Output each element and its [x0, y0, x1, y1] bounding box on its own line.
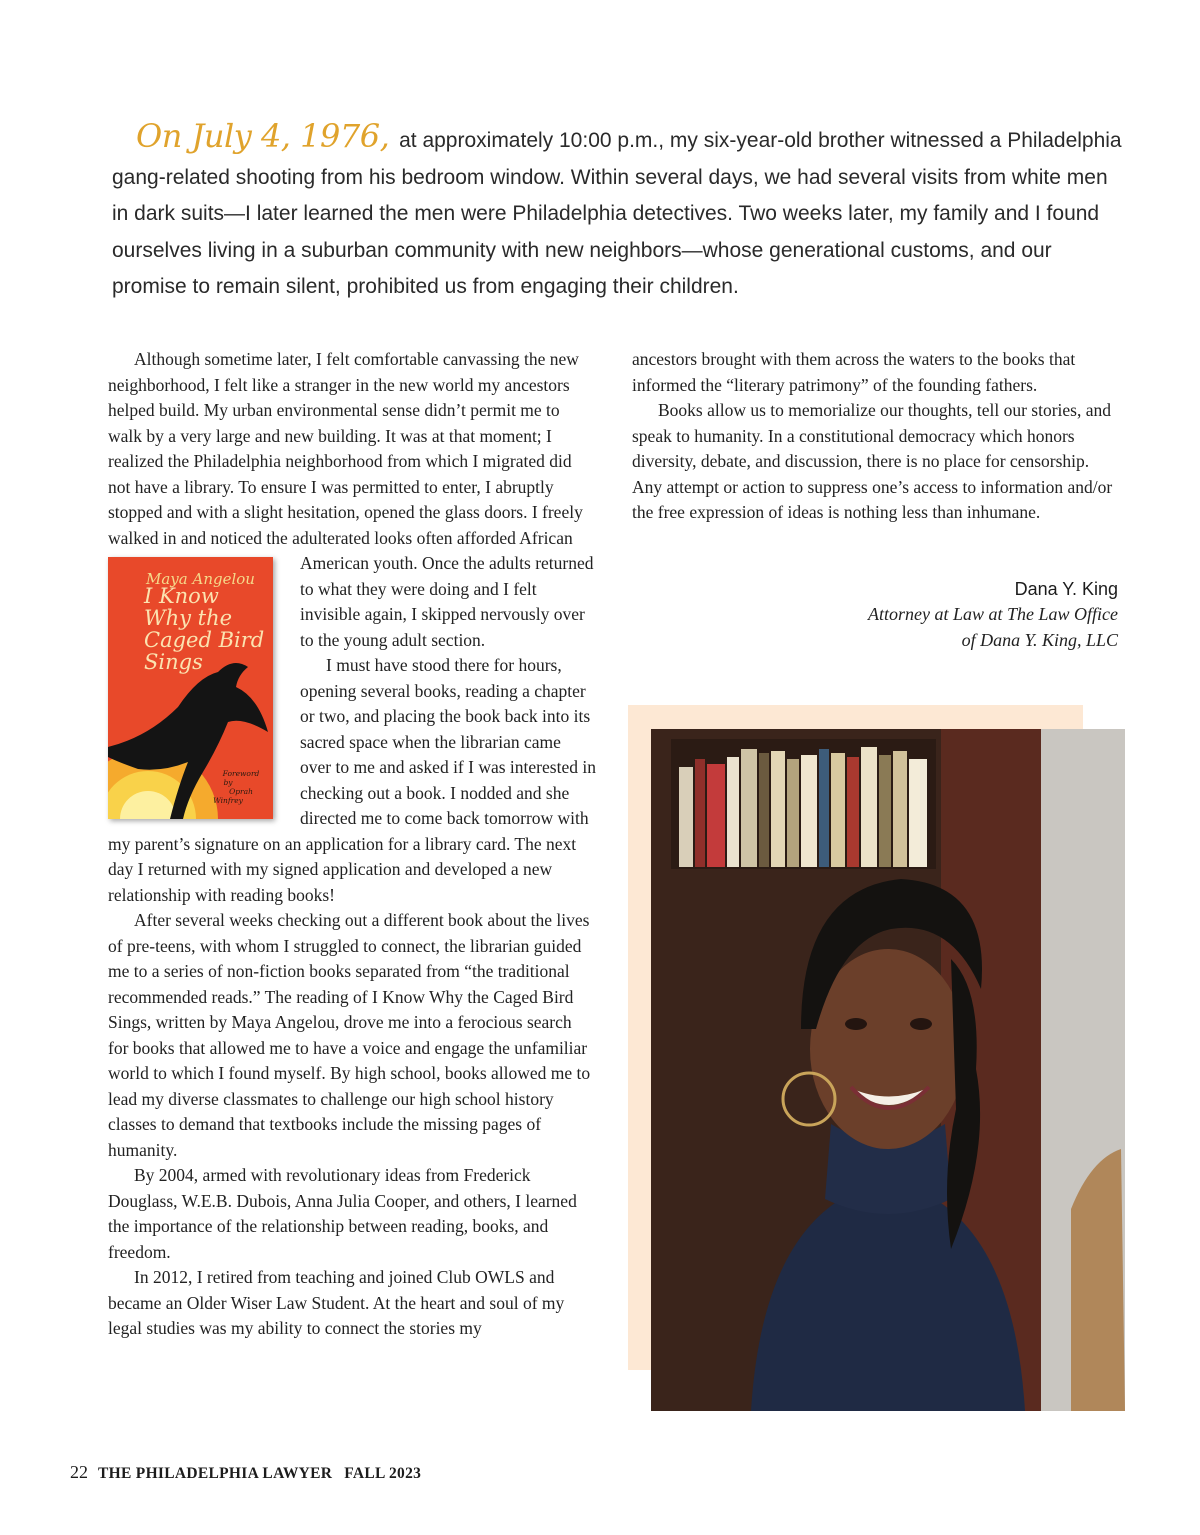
- author-signature: [760, 576, 1118, 653]
- left-paragraph-1: Although sometime later, I felt comfortable canvassing the new neighborhood, I felt like a stranger in the new world my ancestors helped build. My urban environmental sense didn’t permit me to walk by a very large and new building. It was at that moment; I realized the Philadelphia neighborhood from which I migrated did not have a library. To ensure I was permitted to enter, I abruptly stopped and with a slight hesitation, opened the glass doors. I freely walked in and noticed the adulterated looks often afforded African American youth. Maya Angelou I Know Why the Caged Bird Sings Foreword by Oprah Winfrey Once the adults returned to what they were doing and I felt invisible again, I skipped nervously over to the young adult section.: [108, 347, 596, 653]
- author-title-line-2: of Dana Y. King, LLC: [961, 629, 1118, 650]
- portrait-illustration: [651, 729, 1125, 1411]
- intro-text: at approximately 10:00 p.m., my six-year-old brother witnessed a Philadelphia gang-related shooting from his bedroom window. Within several days, we had several visits from white men in dark suits—I later learned the men were Philadelphia detectives. Two weeks later, my family and I found ourselves living in a suburban community with new neighbors—whose generational customs, and our promise to remain silent, prohibited us from engaging their children.: [112, 129, 1122, 298]
- left-paragraph-2: I must have stood there for hours, opening several books, reading a chapter or two, and placing the book back into its sacred space when the librarian came over to me and asked if I was interested in checking out a book. I nodded and she directed me to come back tomorrow with my parent’s signature on an application for a library card. The next day I returned with my signed application and developed a new relationship with reading books!: [108, 655, 596, 905]
- right-paragraph-1: ancestors brought with them across the waters to the books that informed the “literary patrimony” of the founding fathers.: [632, 349, 1076, 395]
- author-name: Dana Y. King: [1014, 579, 1118, 599]
- page-footer: [70, 1462, 421, 1483]
- author-portrait-photo: [651, 729, 1125, 1411]
- left-paragraph-3: After several weeks checking out a different book about the lives of pre-teens, with whom I struggled to connect, the librarian guided me to a series of non-fiction books separated from “the traditional recommended reads.” The reading of I Know Why the Caged Bird Sings, written by Maya Angelou, drove me into a ferocious search for books that allowed me to have a voice and engage the unfamiliar world to which I found myself. By high school, books allowed me to lead my diverse classmates to challenge our high school history classes to demand that textbooks include the missing pages of humanity.: [108, 910, 591, 1160]
- issue-name: FALL 2023: [344, 1465, 422, 1482]
- page-number: 22: [70, 1462, 88, 1482]
- book-cover: [108, 557, 273, 819]
- cover-author: Maya Angelou: [146, 570, 255, 588]
- left-article-text: [108, 347, 596, 1342]
- cover-title: I Know Why the Caged Bird Sings: [144, 584, 265, 674]
- book-cover-figure: [108, 557, 276, 819]
- left-paragraph-4: By 2004, armed with revolutionary ideas from Frederick Douglass, W.E.B. Dubois, Anna Julia Cooper, and others, I learned the importance of the relationship between reading, books, and freedom.: [108, 1165, 577, 1262]
- author-title-line-1: Attorney at Law at The Law Office: [868, 604, 1118, 624]
- bookshelf-books: [679, 747, 927, 867]
- right-column: [632, 347, 1120, 526]
- intro-paragraph: [112, 118, 1122, 306]
- left-paragraph-5: In 2012, I retired from teaching and joined Club OWLS and became an Older Wiser Law Student. At the heart and soul of my legal studies was my ability to connect the stories my: [108, 1267, 565, 1338]
- cover-foreword: Foreword by Oprah Winfrey: [213, 769, 260, 805]
- right-paragraph-2: Books allow us to memorialize our thoughts, tell our stories, and speak to humanity. In a constitutional democracy which honors diversity, debate, and discussion, there is no place for censorship. Any attempt or action to suppress one’s access to information and/or the free expression of ideas is nothing less than inhumane.: [632, 400, 1113, 522]
- publication-name: THE PHILADELPHIA LAWYER: [98, 1465, 333, 1482]
- intro-lead-in: On July 4, 1976,: [136, 117, 390, 155]
